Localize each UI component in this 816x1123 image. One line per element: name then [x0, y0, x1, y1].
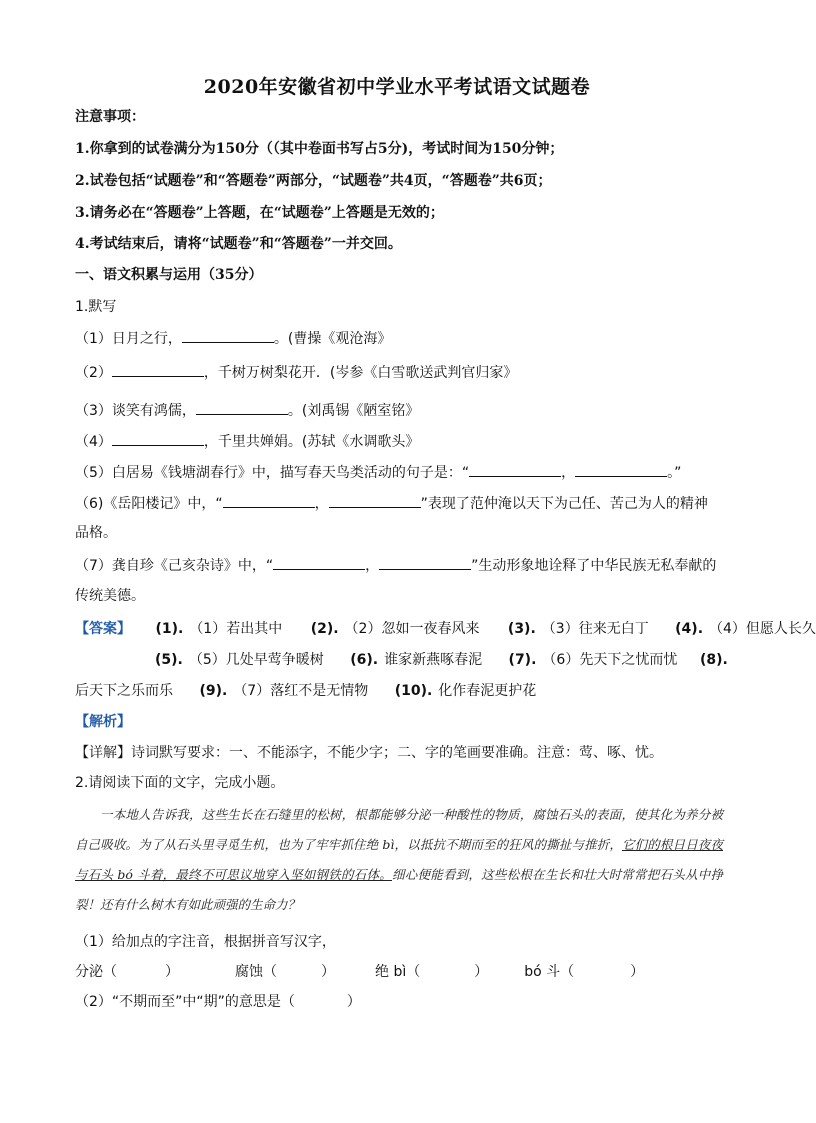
- question-label: 2.请阅读下面的文字，完成小题。: [75, 775, 285, 791]
- answer-blank[interactable]: [182, 328, 274, 343]
- dictation-line: （3）谈笑有鸿儒， 。(刘禹锡《陋室铭》: [75, 400, 419, 421]
- dictation-line: （2） ，千树万树梨花开．(岑参《白雪歌送武判官归家》: [75, 362, 517, 383]
- notice-item: 1.你拿到的试卷满分为150分（（其中卷面书写占5分)，考试时间为150分钟；: [75, 141, 564, 157]
- dictation-line-cont: 传统美德。: [75, 588, 145, 604]
- answer-label: 【答案】: [75, 621, 131, 637]
- dictation-line: （1）日月之行， 。(曹操《观沧海》: [75, 328, 391, 349]
- reading-passage: 一本地人告诉我，这些生长在石缝里的松树，根都能够分泌一种酸性的物质，腐蚀石头的表面，使其化为养分被自己吸收。为了从石头里寻觅生机，也为了牢牢抓住绝 bì，以抵抗不期而至的狂风的撕扯与推折，它们的根日日夜夜与石头 bó 斗着，最终不可思议地穿入坚如钢铁的石体。细心便能看到，这些松根在生长和壮大时常常把石头从中挣裂！还有什么树木有如此顽强的生命力？: [75, 807, 723, 912]
- answer-number: (8).: [700, 652, 728, 668]
- answer-line: 【答案】 (1). （1）若出其中 (2). （2）忽如一夜春风来 (3). （3）往来无白丁 (4). （4）但愿人长久: [75, 621, 816, 637]
- sub-question: （2）“不期而至”中“期”的意思是（ ）: [75, 994, 361, 1010]
- answer-blank[interactable]: [469, 462, 561, 477]
- dictation-line-cont: 品格。: [75, 525, 117, 541]
- dictation-line: （6)《岳阳楼记》中，“ ， ”表现了范仲淹以天下为己任、苦己为人的精神: [75, 493, 708, 514]
- analysis-label: 【解析】: [75, 714, 131, 730]
- page-title: 2020年安徽省初中学业水平考试语文试题卷: [203, 76, 591, 98]
- answer-line: (5). （5）几处早莺争暖树 (6). 谁家新燕啄春泥 (7). （6）先天下之忧而忧: [155, 652, 678, 668]
- answer-blank[interactable]: [112, 362, 204, 377]
- notice-item: 3.请务必在“答题卷”上答题，在“试题卷”上答题是无效的；: [75, 205, 444, 221]
- notice-item: 4.考试结束后，请将“试题卷”和“答题卷”一并交回。: [75, 236, 402, 252]
- fill-row: 分泌（ ） 腐蚀（ ） 绝 bì（ ） bó 斗（ ）: [75, 964, 645, 980]
- answer-blank[interactable]: [196, 400, 288, 415]
- answer-blank[interactable]: [575, 462, 667, 477]
- answer-line: 后天下之乐而乐 (9). （7）落红不是无情物 (10). 化作春泥更护花: [75, 683, 537, 699]
- answer-blank[interactable]: [112, 431, 204, 446]
- answer-blank[interactable]: [273, 555, 365, 570]
- dictation-line: （7）龚自珍《己亥杂诗》中，“ ， ”生动形象地诠释了中华民族无私奉献的: [75, 555, 716, 576]
- notice-item: 2.试卷包括“试题卷”和“答题卷”两部分，“试题卷”共4页，“答题卷”共6页；: [75, 173, 552, 189]
- answer-blank[interactable]: [223, 493, 315, 508]
- notice-heading: 注意事项：: [75, 109, 145, 125]
- answer-blank[interactable]: [379, 555, 471, 570]
- analysis-detail: 【详解】诗词默写要求：一、不能添字，不能少字；二、字的笔画要准确。注意：莺、啄、忧。: [75, 745, 663, 761]
- underlined-sentence: 它们的根日日夜夜与石头 bó 斗着，最终不可思议地穿入坚如钢铁的石体。: [75, 837, 723, 882]
- question-label: 1.默写: [75, 299, 117, 315]
- section-heading: 一、语文积累与运用（35分）: [75, 267, 263, 283]
- dictation-line: （5）白居易《钱塘湖春行》中，描写春天鸟类活动的句子是：“ ， 。”: [75, 462, 681, 483]
- answer-blank[interactable]: [329, 493, 421, 508]
- dictation-line: （4） ，千里共婵娟。(苏轼《水调歌头》: [75, 431, 419, 452]
- sub-question: （1）给加点的字注音，根据拼音写汉字，: [75, 934, 336, 950]
